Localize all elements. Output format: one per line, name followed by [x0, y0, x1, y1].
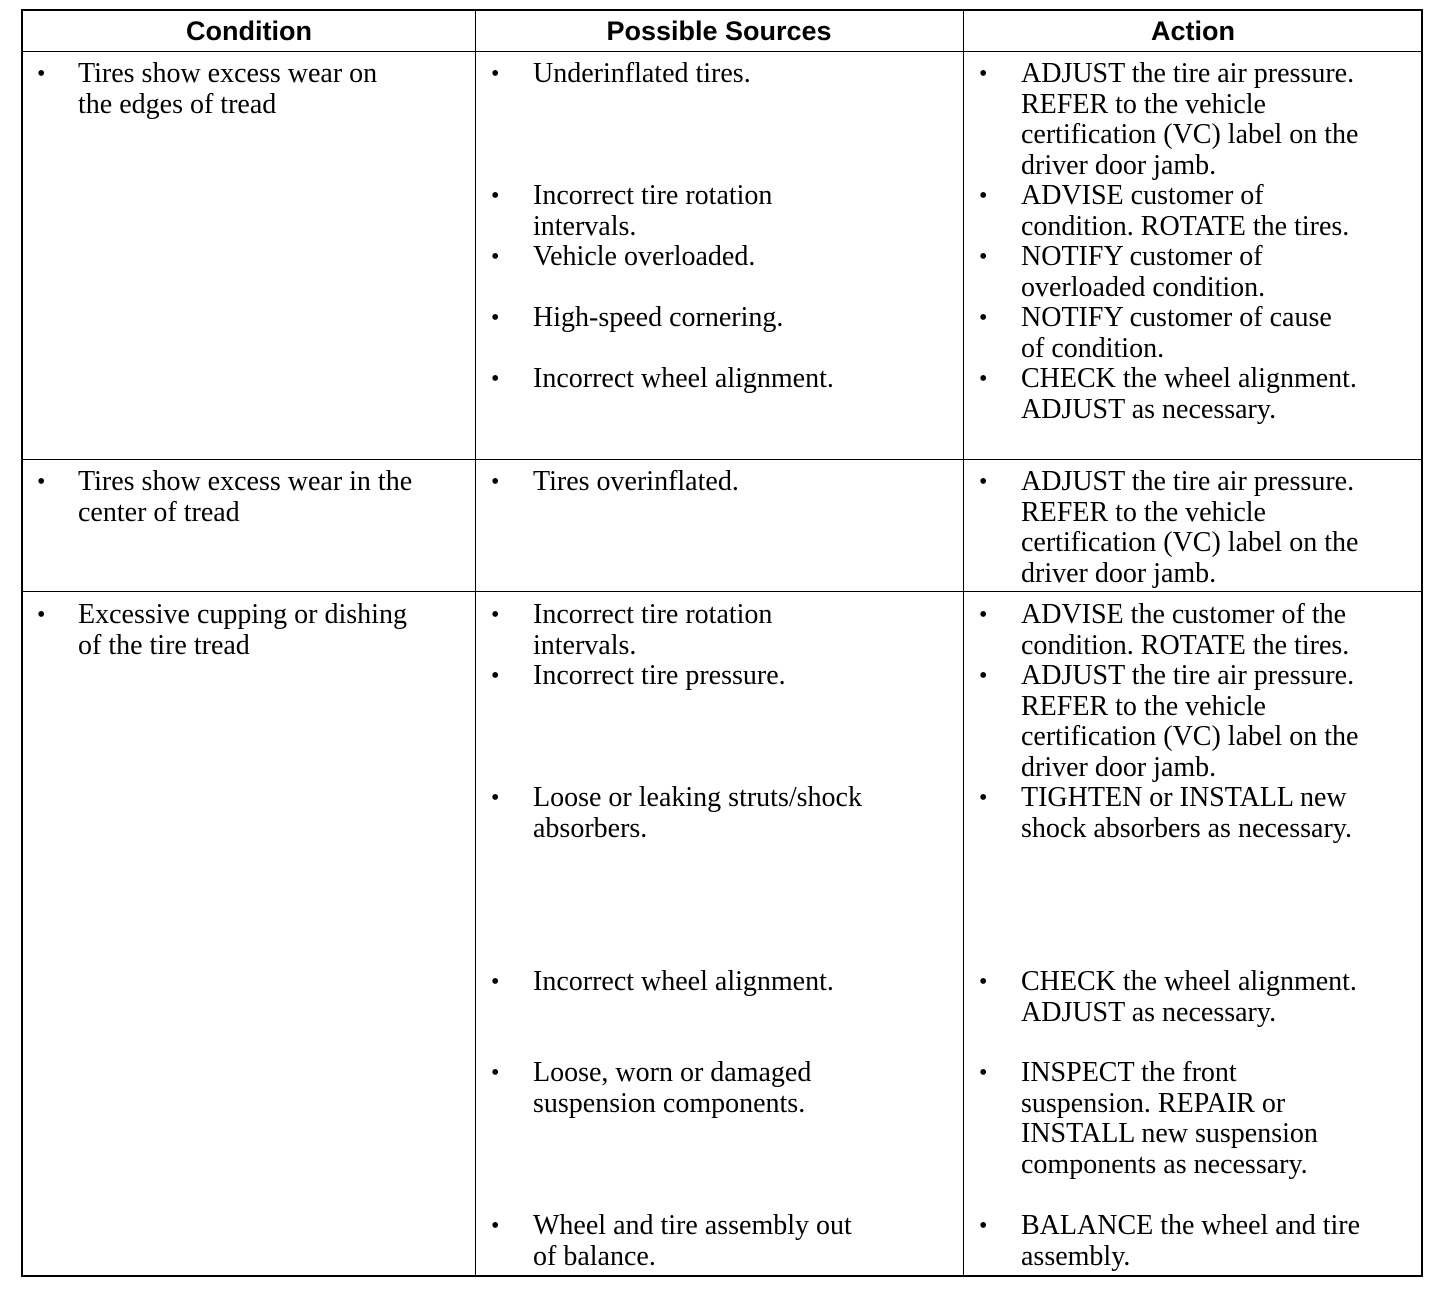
source-cell — [533, 181, 963, 242]
action-line: ADJUST as necessary. — [1021, 393, 1277, 425]
condition-cell — [78, 467, 468, 528]
bullet: • — [491, 663, 500, 689]
bullet: • — [37, 469, 46, 495]
bullet: • — [491, 305, 500, 331]
action-line: REFER to the vehicle — [1021, 690, 1266, 722]
bullet: • — [979, 785, 988, 811]
row-divider — [23, 459, 1421, 460]
bullet: • — [979, 969, 988, 995]
action-line: driver door jamb. — [1021, 557, 1217, 589]
source-line: Incorrect tire pressure. — [533, 660, 786, 691]
action-line: TIGHTEN or INSTALL new — [1021, 782, 1347, 813]
source-cell — [533, 364, 963, 395]
column-divider — [963, 11, 964, 1275]
action-line: driver door jamb. — [1021, 149, 1217, 181]
action-cell — [1021, 1211, 1421, 1272]
source-line: Incorrect tire rotation — [533, 599, 773, 630]
bullet: • — [491, 244, 500, 270]
column-divider — [475, 11, 476, 1275]
condition-cell — [78, 600, 468, 661]
bullet: • — [979, 305, 988, 331]
condition-cell — [78, 59, 468, 120]
source-line: Underinflated tires. — [533, 58, 751, 89]
row-divider — [23, 591, 1421, 592]
source-cell — [533, 1211, 963, 1272]
action-line: BALANCE the wheel and tire — [1021, 1210, 1361, 1241]
bullet: • — [491, 183, 500, 209]
action-line: INSTALL new suspension — [1021, 1118, 1318, 1150]
condition-line: center of tread — [78, 496, 240, 528]
action-line: components as necessary. — [1021, 1148, 1308, 1180]
source-line: intervals. — [533, 629, 637, 661]
bullet: • — [491, 469, 500, 495]
action-line: REFER to the vehicle — [1021, 88, 1266, 120]
action-cell — [1021, 303, 1421, 364]
bullet: • — [979, 61, 988, 87]
action-line: CHECK the wheel alignment. — [1021, 363, 1357, 394]
header-action: Action — [1151, 15, 1235, 46]
action-line: ADJUST the tire air pressure. — [1021, 58, 1355, 89]
header-possible-sources: Possible Sources — [606, 15, 832, 46]
source-line: Loose, worn or damaged — [533, 1057, 812, 1088]
condition-line: Tires show excess wear in the — [78, 466, 413, 497]
action-line: certification (VC) label on the — [1021, 721, 1359, 753]
action-line: NOTIFY customer of — [1021, 241, 1263, 272]
bullet: • — [37, 602, 46, 628]
action-cell — [1021, 364, 1421, 425]
bullet: • — [491, 1213, 500, 1239]
action-line: ADJUST the tire air pressure. — [1021, 466, 1355, 497]
bullet: • — [979, 602, 988, 628]
source-cell — [533, 1058, 963, 1119]
bullet: • — [979, 244, 988, 270]
source-cell — [533, 600, 963, 661]
action-cell — [1021, 181, 1421, 242]
action-line: INSPECT the front — [1021, 1057, 1237, 1088]
bullet: • — [491, 1060, 500, 1086]
bullet: • — [979, 366, 988, 392]
source-line: Loose or leaking struts/shock — [533, 782, 862, 813]
action-line: ADVISE the customer of the — [1021, 599, 1347, 630]
source-cell — [533, 967, 963, 998]
bullet: • — [491, 602, 500, 628]
action-cell — [1021, 600, 1421, 661]
condition-line: the edges of tread — [78, 88, 277, 120]
action-line: overloaded condition. — [1021, 271, 1266, 303]
source-line: of balance. — [533, 1240, 656, 1272]
action-line: REFER to the vehicle — [1021, 496, 1266, 528]
action-line: ADJUST as necessary. — [1021, 996, 1277, 1028]
source-cell — [533, 661, 963, 692]
action-cell — [1021, 661, 1421, 783]
source-line: Incorrect wheel alignment. — [533, 966, 834, 997]
source-cell — [533, 59, 963, 90]
bullet: • — [491, 366, 500, 392]
source-line: Incorrect wheel alignment. — [533, 363, 834, 394]
action-line: certification (VC) label on the — [1021, 527, 1359, 559]
source-cell — [533, 467, 963, 498]
source-line: Wheel and tire assembly out — [533, 1210, 852, 1241]
action-line: NOTIFY customer of cause — [1021, 302, 1332, 333]
action-line: assembly. — [1021, 1240, 1131, 1272]
bullet: • — [979, 1060, 988, 1086]
action-cell — [1021, 242, 1421, 303]
source-line: High-speed cornering. — [533, 302, 784, 333]
source-line: intervals. — [533, 210, 637, 242]
bullet: • — [979, 663, 988, 689]
bullet: • — [979, 183, 988, 209]
action-line: condition. ROTATE the tires. — [1021, 629, 1350, 661]
source-line: Vehicle overloaded. — [533, 241, 756, 272]
bullet: • — [491, 969, 500, 995]
condition-line: of the tire tread — [78, 629, 250, 661]
source-line: Tires overinflated. — [533, 466, 739, 497]
header-condition: Condition — [186, 15, 312, 46]
action-line: ADJUST the tire air pressure. — [1021, 660, 1355, 691]
action-line: suspension. REPAIR or — [1021, 1087, 1286, 1119]
diagnosis-table — [21, 9, 1423, 1277]
action-cell — [1021, 967, 1421, 1028]
action-cell — [1021, 1058, 1421, 1180]
bullet: • — [979, 1213, 988, 1239]
source-line: suspension components. — [533, 1087, 806, 1119]
bullet: • — [491, 61, 500, 87]
header-divider — [23, 51, 1421, 52]
bullet: • — [491, 785, 500, 811]
source-cell — [533, 783, 963, 844]
bullet: • — [37, 61, 46, 87]
source-line: absorbers. — [533, 812, 648, 844]
condition-line: Excessive cupping or dishing — [78, 599, 407, 630]
action-cell — [1021, 467, 1421, 589]
action-line: driver door jamb. — [1021, 751, 1217, 783]
condition-line: Tires show excess wear on — [78, 58, 378, 89]
action-cell — [1021, 783, 1421, 844]
bullet: • — [979, 469, 988, 495]
action-line: condition. ROTATE the tires. — [1021, 210, 1350, 242]
action-line: shock absorbers as necessary. — [1021, 812, 1352, 844]
action-line: ADVISE customer of — [1021, 180, 1264, 211]
action-cell — [1021, 59, 1421, 181]
action-line: certification (VC) label on the — [1021, 119, 1359, 151]
action-line: CHECK the wheel alignment. — [1021, 966, 1357, 997]
source-line: Incorrect tire rotation — [533, 180, 773, 211]
source-cell — [533, 242, 963, 273]
source-cell — [533, 303, 963, 334]
action-line: of condition. — [1021, 332, 1165, 364]
